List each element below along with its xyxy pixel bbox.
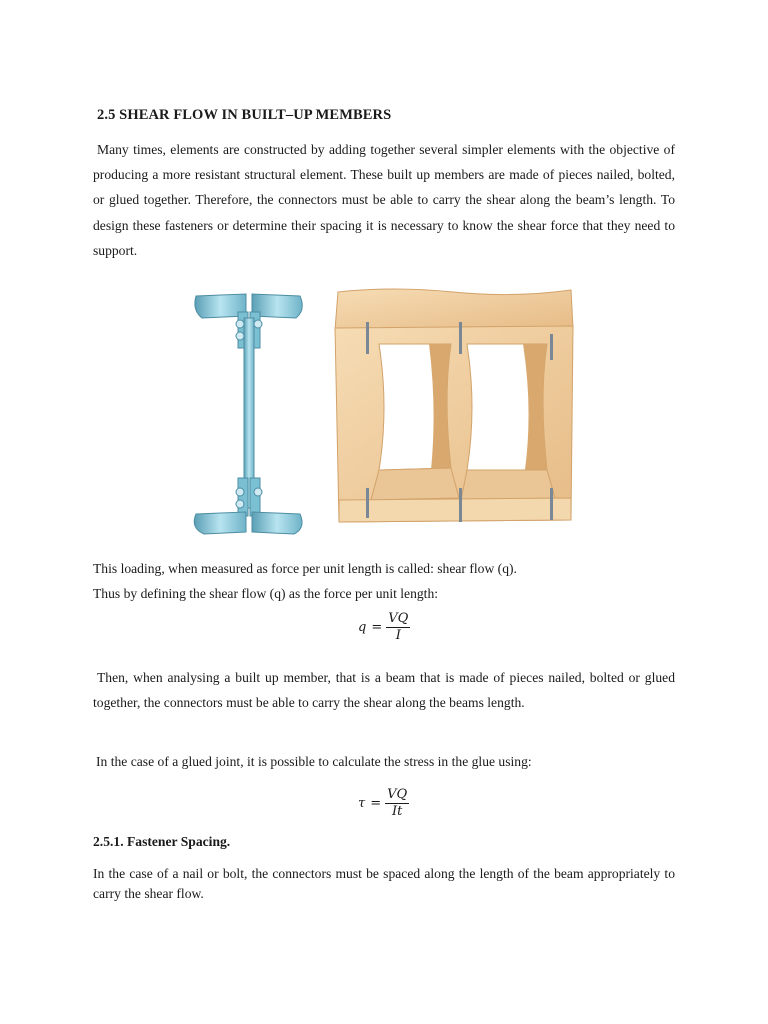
eq2-lhs: τ <box>358 796 366 811</box>
eq1-numerator: VQ <box>388 611 409 626</box>
bolted-steel-section-illustration <box>188 288 308 538</box>
subsection-heading: 2.5.1. Fastener Spacing. <box>93 834 231 849</box>
eq1-equals: = <box>371 620 383 635</box>
built-up-member-paragraph: Then, when analysing a built up member, that is a beam that is made of pieces nailed, bolted or glued together, the connectors must be able to carry the shear along the beams length. <box>93 670 675 711</box>
eq1-denominator: I <box>395 628 401 643</box>
eq2-fraction <box>385 788 409 819</box>
shear-flow-equation <box>358 612 410 643</box>
eq2-denominator: It <box>391 804 403 819</box>
eq1-fraction <box>386 612 410 643</box>
shear-flow-definition-line: This loading, when measured as force per unit length is called: shear flow (q). <box>93 561 517 576</box>
section-heading: 2.5 SHEAR FLOW IN BUILT–UP MEMBERS <box>97 107 392 123</box>
glued-joint-line: In the case of a glued joint, it is possible to calculate the stress in the glue using: <box>96 754 532 769</box>
intro-paragraph: Many times, elements are constructed by adding together several simpler elements with the objective of producing a more resistant structural element. These built up members are made of pieces nailed, bolted, or glued together. Therefore, the connectors must be able to carry the shear along the beam’s length. To design these fasteners or determine their spacing it is necessary to know the shear force that they need to support. <box>93 142 675 258</box>
shear-flow-force-line: Thus by defining the shear flow (q) as the force per unit length: <box>93 586 439 601</box>
eq2-equals: = <box>370 796 382 811</box>
glue-stress-equation <box>358 788 409 819</box>
eq2-numerator: VQ <box>387 787 408 802</box>
nailed-timber-box-illustration <box>333 288 578 528</box>
fastener-spacing-paragraph: In the case of a nail or bolt, the connectors must be spaced along the length of the beam appropriately to carry the shear flow. <box>93 866 675 901</box>
eq1-lhs: q <box>358 620 367 635</box>
